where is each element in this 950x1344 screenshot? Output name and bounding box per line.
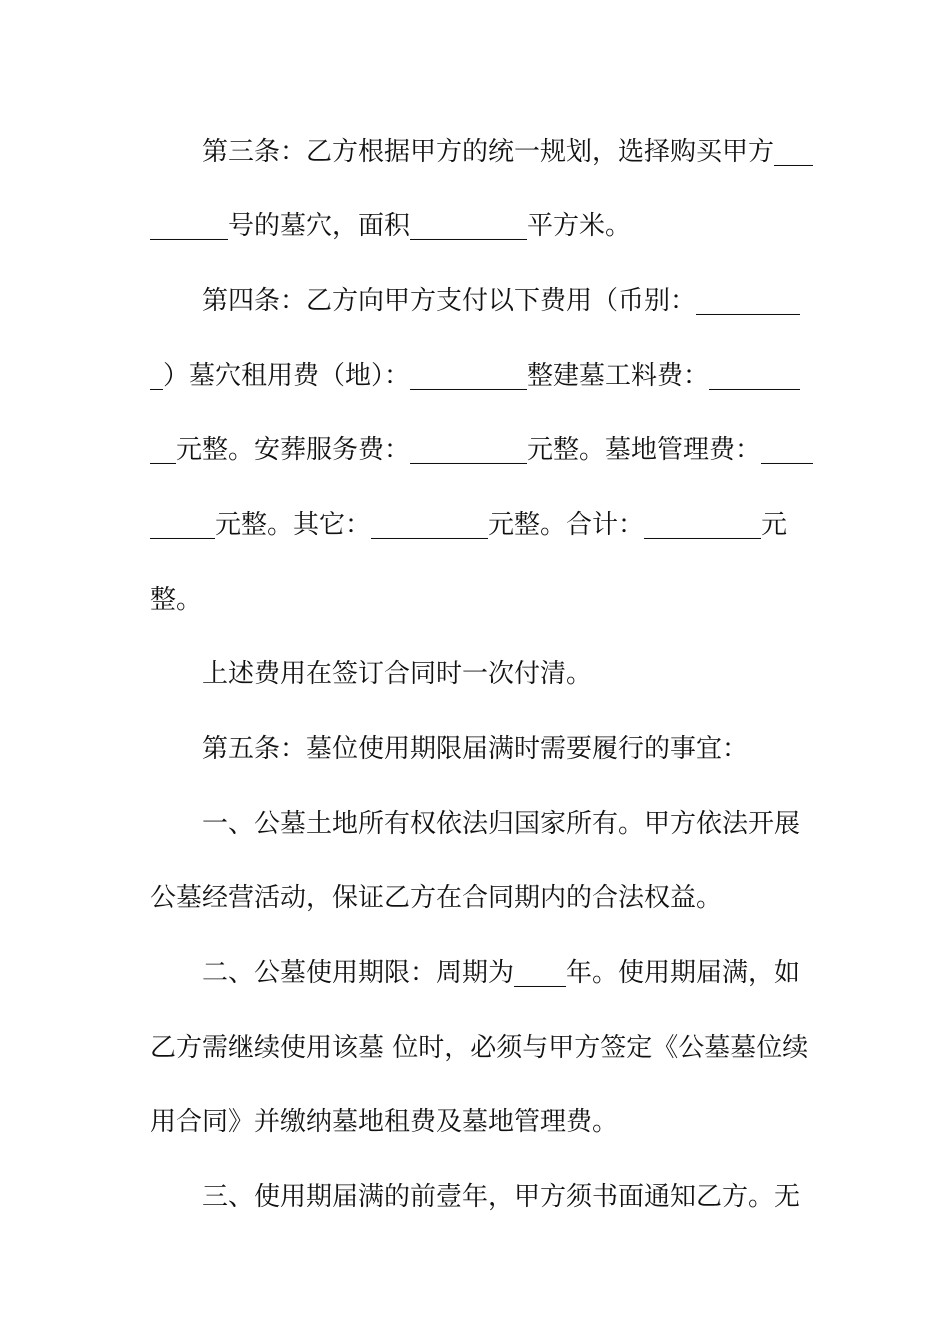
paragraph-line: 第四条：乙方向甲方支付以下费用（币别：________ — [150, 286, 801, 316]
paragraph-line: 整。 — [150, 585, 203, 615]
paragraph-line: 第五条：墓位使用期限届满时需要履行的事宜： — [150, 734, 749, 764]
paragraph-line: 上述费用在签订合同时一次付清。 — [150, 659, 593, 689]
paragraph-line: _）墓穴租用费（地）：_________整建墓工料费：_______ — [150, 361, 801, 391]
paragraph-line: 一、公墓土地所有权依法归国家所有。甲方依法开展 — [150, 809, 801, 839]
paragraph-line: 第三条：乙方根据甲方的统一规划，选择购买甲方___ — [150, 137, 814, 167]
paragraph-line: 用合同》并缴纳墓地租费及墓地管理费。 — [150, 1107, 619, 1137]
paragraph-line: _____元整。其它：_________元整。合计：_________元 — [150, 510, 788, 540]
paragraph-line: 公墓经营活动，保证乙方在合同期内的合法权益。 — [150, 883, 723, 913]
paragraph-line: __元整。安葬服务费：_________元整。墓地管理费：____ — [150, 435, 814, 465]
paragraph-line: 乙方需继续使用该墓 位时，必须与甲方签定《公墓墓位续 — [150, 1033, 809, 1063]
paragraph-line: 二、公墓使用期限：周期为____年。使用期届满，如 — [150, 958, 801, 988]
paragraph-line: 三、使用期届满的前壹年，甲方须书面通知乙方。无 — [150, 1182, 801, 1212]
paragraph-line: ______号的墓穴，面积_________平方米。 — [150, 211, 632, 241]
